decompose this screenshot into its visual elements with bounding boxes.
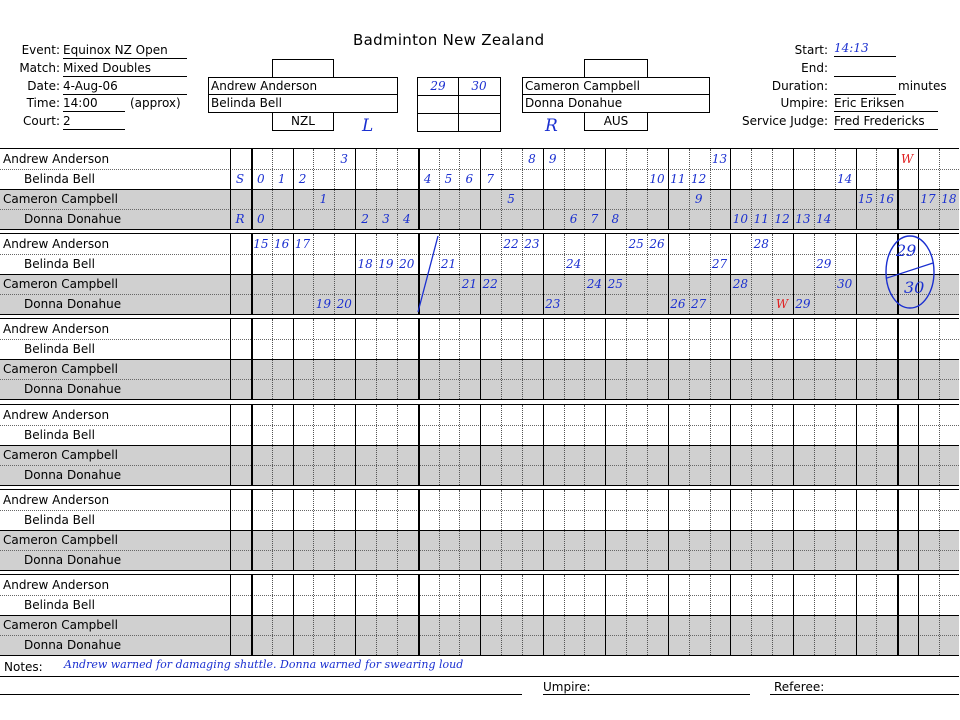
page-title: Badminton New Zealand — [353, 31, 545, 49]
score-mark: 29 — [795, 297, 811, 311]
player-name: Cameron Campbell — [3, 277, 118, 291]
score-mark: 17 — [920, 192, 936, 206]
court-label: Court: — [22, 114, 60, 128]
duration-field[interactable] — [834, 79, 896, 95]
service-judge-field[interactable]: Fred Fredericks — [834, 114, 938, 130]
score-mark: 15 — [857, 192, 874, 206]
score-left: 29 — [430, 79, 446, 93]
score-mark: 24 — [565, 257, 582, 271]
team-right-player2: Donna Donahue — [525, 96, 623, 110]
final-score-bottom: 30 — [904, 278, 925, 297]
player-name: Cameron Campbell — [3, 618, 118, 632]
score-mark: 16 — [878, 192, 894, 206]
player-name: Andrew Anderson — [3, 237, 110, 251]
score-mark: 24 — [586, 277, 603, 291]
player-name: Cameron Campbell — [3, 533, 118, 547]
score-mark: 8 — [611, 212, 620, 226]
score-mark: 16 — [274, 237, 290, 251]
player-name: Andrew Anderson — [3, 493, 110, 507]
team-right-box — [522, 77, 710, 113]
score-mark: 1 — [277, 172, 286, 186]
player-name: Andrew Anderson — [3, 322, 110, 336]
score-mark: 2 — [361, 212, 369, 226]
team-left-player2: Belinda Bell — [211, 96, 282, 110]
score-mark: 5 — [507, 192, 515, 206]
score-mark: 23 — [545, 297, 561, 311]
player-name: Andrew Anderson — [3, 578, 110, 592]
player-name: Cameron Campbell — [3, 448, 118, 462]
team-left-box — [208, 77, 398, 113]
score-mark: 14 — [837, 172, 853, 186]
game-2-grid — [0, 233, 959, 315]
player-name: Cameron Campbell — [3, 362, 118, 376]
score-mark: 25 — [628, 237, 644, 251]
score-mark: 26 — [649, 237, 665, 251]
score-mark: W — [901, 152, 914, 166]
notes-text[interactable]: Andrew warned for damaging shuttle. Donna warned for swearing loud — [64, 658, 464, 671]
end-field[interactable] — [834, 61, 896, 77]
score-mark: 22 — [503, 237, 519, 251]
team-right-country: AUS — [584, 112, 648, 131]
event-field[interactable]: Equinox NZ Open — [63, 43, 187, 59]
score-mark: 27 — [691, 297, 707, 311]
score-mark: 10 — [649, 172, 665, 186]
score-box — [417, 77, 501, 132]
score-mark: 22 — [482, 277, 498, 291]
player-name: Donna Donahue — [24, 212, 122, 226]
team-left-player1: Andrew Anderson — [211, 79, 318, 93]
end-label: End: — [801, 61, 828, 75]
score-mark: 6 — [569, 212, 578, 226]
umpire-field[interactable]: Eric Eriksen — [834, 96, 938, 112]
score-mark: R — [235, 212, 245, 226]
score-mark: 20 — [399, 257, 415, 271]
score-mark: 11 — [670, 172, 686, 186]
score-mark: W — [775, 297, 789, 311]
team-right-side: R — [545, 116, 558, 136]
umpire-label: Umpire: — [780, 96, 828, 110]
score-mark: 23 — [524, 237, 540, 251]
time-field[interactable]: 14:00 — [63, 96, 125, 112]
start-label: Start: — [794, 43, 828, 57]
game-6-grid — [0, 574, 959, 656]
score-mark: 8 — [528, 152, 536, 166]
score-mark: 6 — [465, 172, 474, 186]
time-label: Time: — [26, 96, 60, 110]
team-right-top-box — [584, 59, 648, 77]
team-right-player1: Cameron Campbell — [525, 79, 640, 93]
score-right: 30 — [471, 79, 487, 93]
team-left-side: L — [362, 116, 374, 136]
time-note: (approx) — [130, 96, 181, 110]
final-score-top: 29 — [896, 241, 917, 260]
game-5-grid — [0, 489, 959, 571]
score-mark: 12 — [691, 172, 707, 186]
player-name: Belinda Bell — [24, 428, 95, 442]
event-label: Event: — [21, 43, 60, 57]
player-name: Belinda Bell — [24, 172, 95, 186]
score-mark: S — [235, 172, 245, 186]
score-mark: 7 — [590, 212, 599, 226]
player-name: Belinda Bell — [24, 598, 95, 612]
duration-unit: minutes — [898, 79, 947, 93]
service-judge-label: Service Judge: — [742, 114, 828, 128]
court-field[interactable]: 2 — [63, 114, 125, 130]
score-mark: 21 — [440, 257, 457, 271]
match-label: Match: — [19, 61, 60, 75]
date-label: Date: — [27, 79, 60, 93]
score-mark: 13 — [711, 152, 728, 166]
score-mark: 18 — [357, 257, 373, 271]
umpire-sign-label: Umpire: — [543, 680, 591, 694]
player-name: Donna Donahue — [24, 468, 122, 482]
player-name: Donna Donahue — [24, 638, 122, 652]
player-name: Belinda Bell — [24, 513, 95, 527]
score-mark: 28 — [732, 277, 749, 291]
notes-label: Notes: — [4, 660, 43, 674]
player-name: Cameron Campbell — [3, 192, 118, 206]
score-mark: 0 — [257, 212, 265, 226]
referee-label: Referee: — [774, 680, 825, 694]
team-left-top-box — [272, 59, 334, 77]
game-4-grid — [0, 404, 959, 486]
notes-line — [0, 676, 959, 677]
score-mark: 25 — [607, 277, 623, 291]
score-mark: 28 — [753, 237, 769, 251]
player-name: Andrew Anderson — [3, 152, 110, 166]
score-mark: 1 — [319, 192, 328, 206]
score-mark: 29 — [816, 257, 832, 271]
score-mark: 20 — [336, 297, 352, 311]
game-1-grid — [0, 148, 959, 230]
score-mark: 3 — [382, 212, 390, 226]
team-left-country: NZL — [272, 112, 334, 131]
score-mark: 30 — [837, 277, 853, 291]
score-mark: 21 — [461, 277, 477, 291]
duration-label: Duration: — [771, 79, 828, 93]
date-field[interactable]: 4-Aug-06 — [63, 79, 187, 95]
score-mark: 27 — [711, 257, 728, 271]
player-name: Donna Donahue — [24, 553, 122, 567]
score-mark: 19 — [315, 297, 332, 311]
umpire-sign-line[interactable] — [543, 694, 750, 695]
score-mark: 5 — [444, 172, 453, 186]
notes-line-2 — [0, 694, 522, 695]
player-name: Donna Donahue — [24, 297, 122, 311]
player-name: Belinda Bell — [24, 257, 95, 271]
score-mark: 7 — [486, 172, 494, 186]
score-mark: 26 — [670, 297, 686, 311]
score-mark: 12 — [774, 212, 790, 226]
score-mark: 4 — [402, 212, 411, 226]
score-mark: 17 — [294, 237, 311, 251]
score-mark: 18 — [941, 192, 957, 206]
score-mark: 11 — [753, 212, 769, 226]
score-mark: 9 — [548, 152, 557, 166]
score-mark: 4 — [423, 172, 432, 186]
score-mark: 9 — [694, 192, 703, 206]
score-mark: 10 — [732, 212, 749, 226]
score-mark: 15 — [253, 237, 269, 251]
game-3-grid — [0, 318, 959, 400]
player-name: Belinda Bell — [24, 342, 95, 356]
start-field[interactable]: 14:13 — [834, 41, 896, 57]
score-mark: 2 — [298, 172, 307, 186]
match-field[interactable]: Mixed Doubles — [63, 61, 187, 77]
player-name: Donna Donahue — [24, 382, 122, 396]
player-name: Andrew Anderson — [3, 408, 110, 422]
score-mark: 19 — [378, 257, 394, 271]
score-mark: 13 — [795, 212, 811, 226]
score-mark: 3 — [340, 152, 349, 166]
score-mark: 14 — [816, 212, 832, 226]
referee-sign-line[interactable] — [770, 694, 959, 695]
score-mark: 0 — [257, 172, 265, 186]
